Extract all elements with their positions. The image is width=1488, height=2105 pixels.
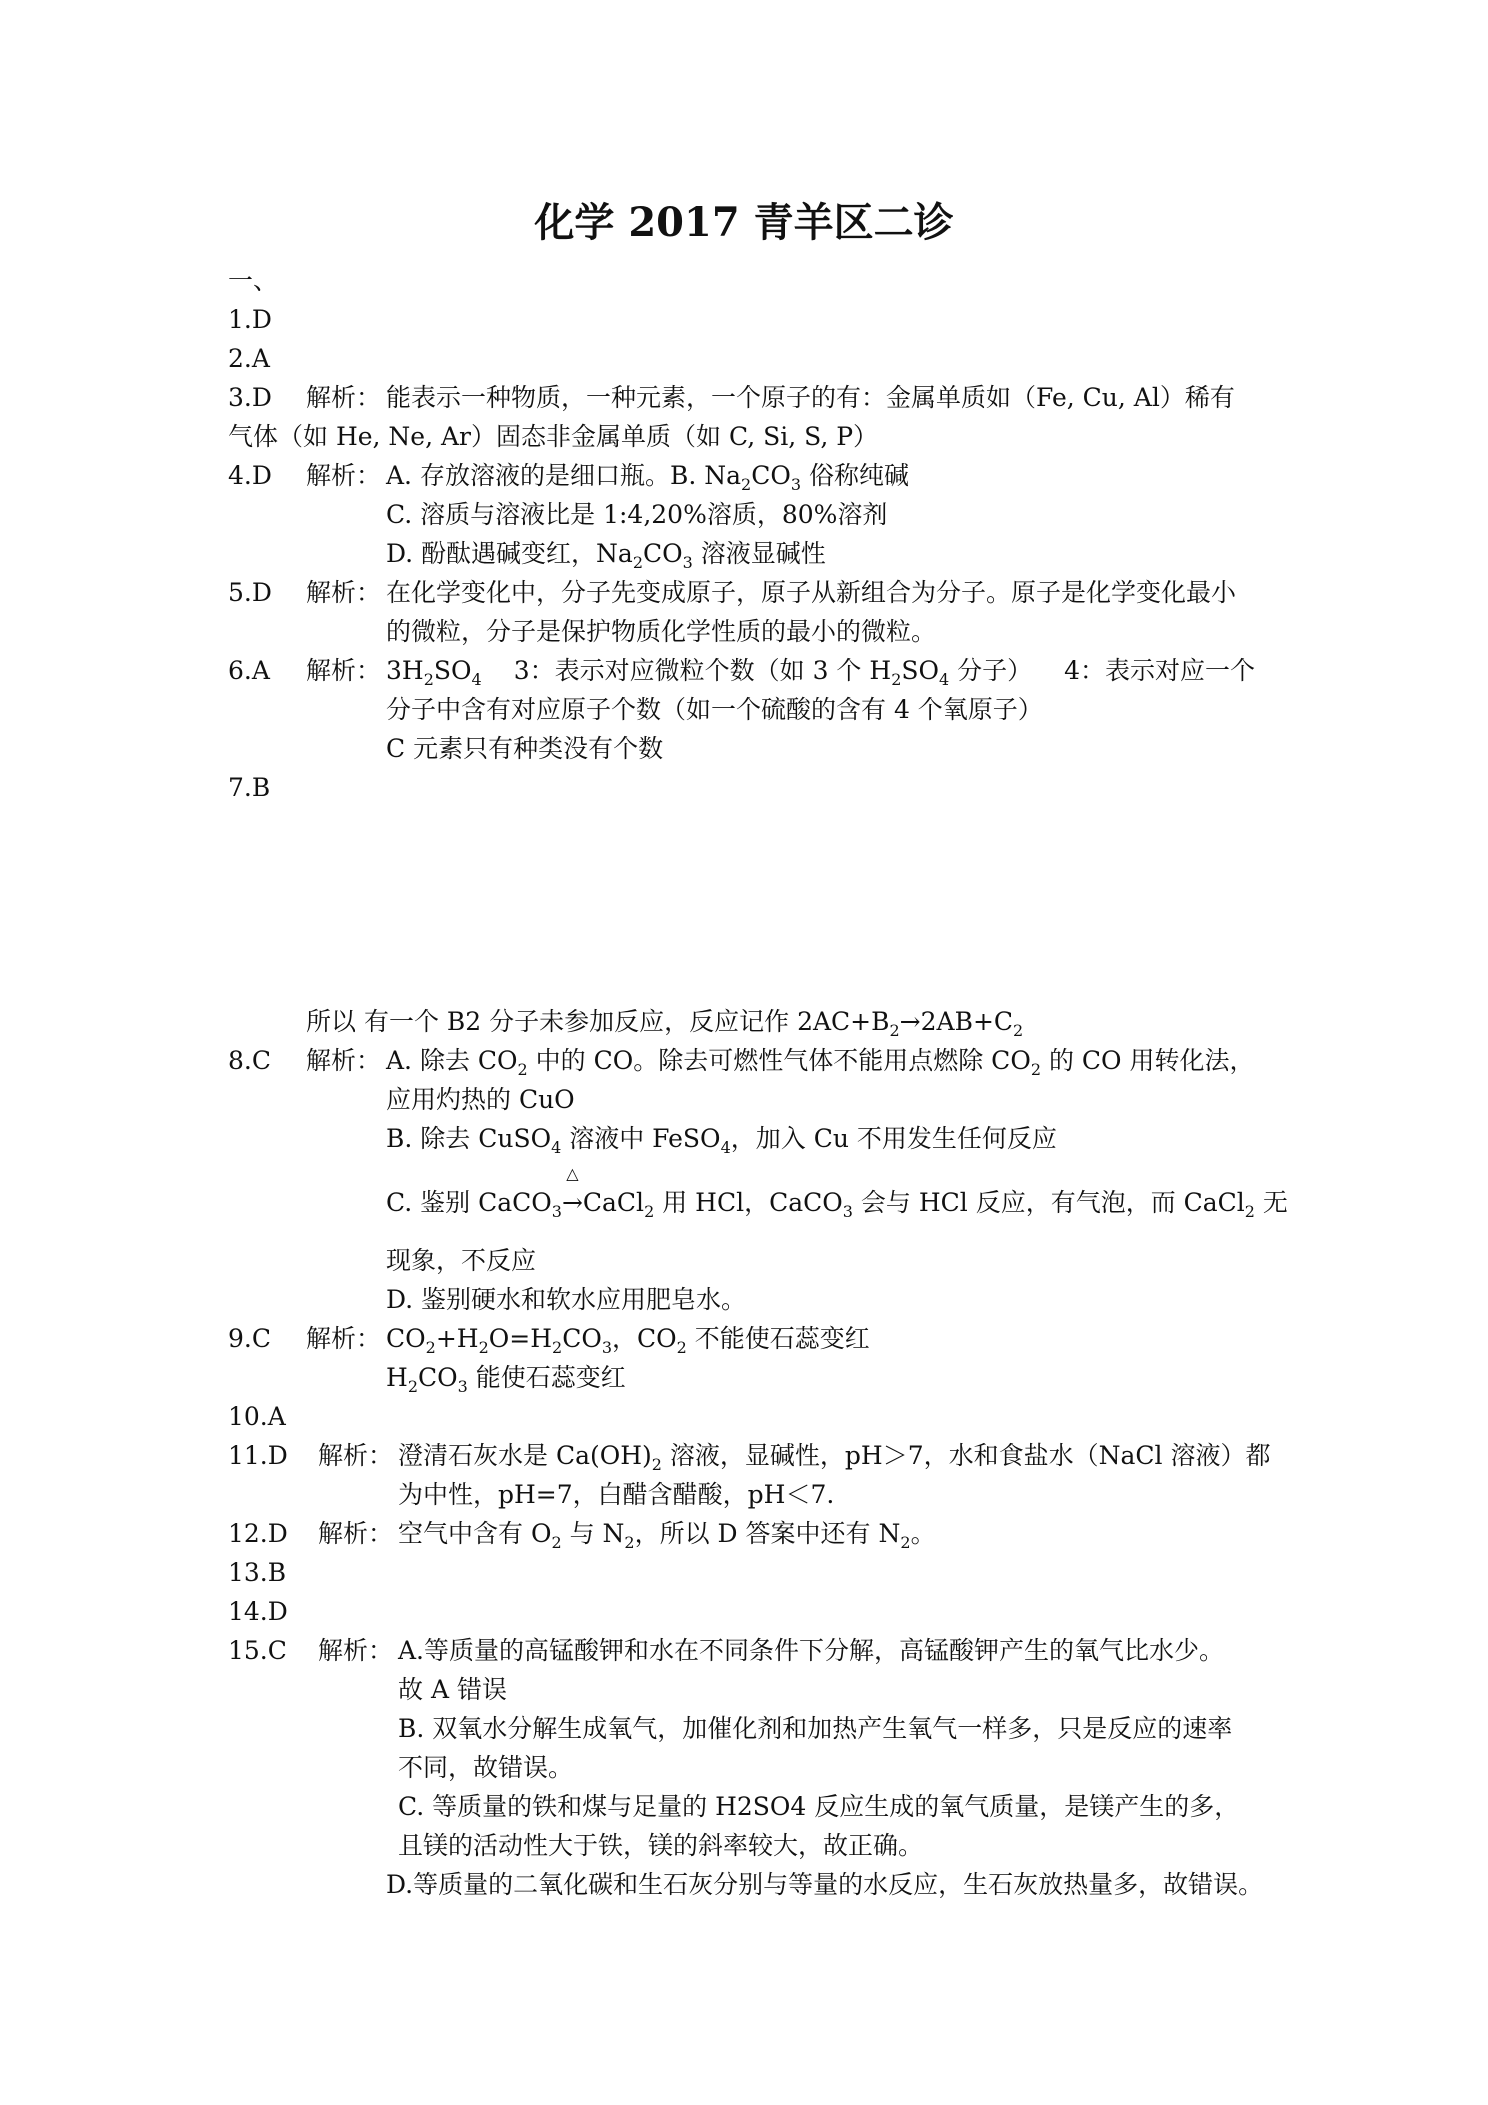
analysis-line: 分子中含有对应原子个数（如一个硫酸的含有 4 个氧原子）: [386, 695, 1043, 724]
answer-3: 3.D: [228, 383, 272, 412]
answer-6: 6.A: [228, 656, 270, 685]
answer-2: 2.A: [228, 344, 270, 373]
analysis-line: A. 除去 $CO_2$ 中的 CO。除去可燃性气体不能用点燃除 $CO_2$ 的 CO 用转化法，: [386, 1046, 1255, 1079]
analysis-line: D. 酚酞遇碱变红，$Na_2CO_3$ 溶液显碱性: [386, 539, 826, 572]
analysis-label: 解析：: [318, 1441, 394, 1470]
analysis-line: 能表示一种物质，一种元素，一个原子的有：金属单质如（Fe, Cu, Al）稀有: [386, 383, 1235, 412]
analysis-line: C. 鉴别 CaCO$_3$ △ →CaCl$_2$ 用 HCl，CaCO$_3$ 会与 HCl 反应，有气泡，而 CaCl$_2$ 无: [386, 1164, 1288, 1221]
analysis-line: C. 等质量的铁和煤与足量的 H2SO4 反应生成的氧气质量，是镁产生的多，: [398, 1792, 1240, 1821]
analysis-label: 解析：: [306, 461, 382, 490]
analysis-line: 空气中含有 $O_2$ 与 $N_2$，所以 D 答案中还有 $N_2$。: [398, 1519, 936, 1552]
analysis-line: 现象，不反应: [386, 1246, 537, 1275]
analysis-line: A. 存放溶液的是细口瓶。B. $Na_2CO_3$ 俗称纯碱: [386, 461, 909, 494]
analysis-label: 解析：: [318, 1519, 394, 1548]
analysis-line: $3H_2SO_4$ 3：表示对应微粒个数（如 3 个 $H_2SO_4$ 分子） 4：表示对应一个: [386, 656, 1256, 689]
analysis-line: 且镁的活动性大于铁，镁的斜率较大，故正确。: [398, 1831, 924, 1860]
analysis-line: 气体（如 He, Ne, Ar）固态非金属单质（如 C, Si, S, P）: [228, 422, 879, 451]
analysis-label: 解析：: [306, 1046, 382, 1075]
answer-10: 10.A: [228, 1402, 286, 1431]
analysis-line: 所以 有一个 B2 分子未参加反应，反应记作 $2AC+B_2\to 2AB+C_2$: [306, 1007, 1024, 1040]
analysis-label: 解析：: [306, 578, 382, 607]
answer-1: 1.D: [228, 305, 272, 334]
analysis-line: D. 鉴别硬水和软水应用肥皂水。: [386, 1285, 747, 1314]
analysis-line: B. 除去 CuSO$_4$ 溶液中 FeSO$_4$，加入 Cu 不用发生任何反应: [386, 1124, 1057, 1157]
heat-triangle-icon: △: [566, 1164, 579, 1183]
answer-5: 5.D: [228, 578, 272, 607]
analysis-line: C. 溶质与溶液比是 1:4,20%溶质，80%溶剂: [386, 500, 888, 529]
answer-9: 9.C: [228, 1324, 271, 1353]
analysis-line: 为中性，pH=7，白醋含醋酸，pH＜7.: [398, 1480, 835, 1509]
analysis-line: B. 双氧水分解生成氧气，加催化剂和加热产生氧气一样多，只是反应的速率: [398, 1714, 1233, 1743]
answer-11: 11.D: [228, 1441, 288, 1470]
analysis-label: 解析：: [306, 383, 382, 412]
analysis-line: C 元素只有种类没有个数: [386, 734, 664, 763]
analysis-line: D.等质量的二氧化碳和生石灰分别与等量的水反应，生石灰放热量多，故错误。: [386, 1870, 1264, 1899]
answer-8: 8.C: [228, 1046, 271, 1075]
analysis-label: 解析：: [306, 656, 382, 685]
analysis-line: 澄清石灰水是 $Ca(OH)_2$ 溶液，显碱性，pH＞7，水和食盐水（NaCl 溶液）都: [398, 1441, 1271, 1474]
analysis-line: 故 A 错误: [398, 1675, 507, 1704]
analysis-line: 不同，故错误。: [398, 1753, 574, 1782]
analysis-line: 在化学变化中，分子先变成原子，原子从新组合为分子。原子是化学变化最小: [386, 578, 1237, 607]
answer-7: 7.B: [228, 773, 271, 802]
answer-13: 13.B: [228, 1558, 287, 1587]
analysis-line: 应用灼热的 CuO: [386, 1085, 575, 1114]
reaction-arrow: △ →: [561, 1164, 583, 1217]
analysis-line: 的微粒，分子是保护物质化学性质的最小的微粒。: [386, 617, 937, 646]
answer-12: 12.D: [228, 1519, 288, 1548]
section-label: 一、: [228, 266, 279, 295]
analysis-label: 解析：: [318, 1636, 394, 1665]
analysis-line: $H_2CO_3$ 能使石蕊变红: [386, 1363, 626, 1396]
analysis-line: A.等质量的高锰酸钾和水在不同条件下分解，高锰酸钾产生的氧气比水少。: [398, 1636, 1225, 1665]
page-title: 化学 2017 青羊区二诊: [534, 199, 954, 246]
answer-4: 4.D: [228, 461, 272, 490]
analysis-label: 解析：: [306, 1324, 382, 1353]
analysis-line: $CO_2+H_2O=H_2CO_3$，$CO_2$ 不能使石蕊变红: [386, 1324, 870, 1357]
answer-14: 14.D: [228, 1597, 288, 1626]
answer-15: 15.C: [228, 1636, 287, 1665]
